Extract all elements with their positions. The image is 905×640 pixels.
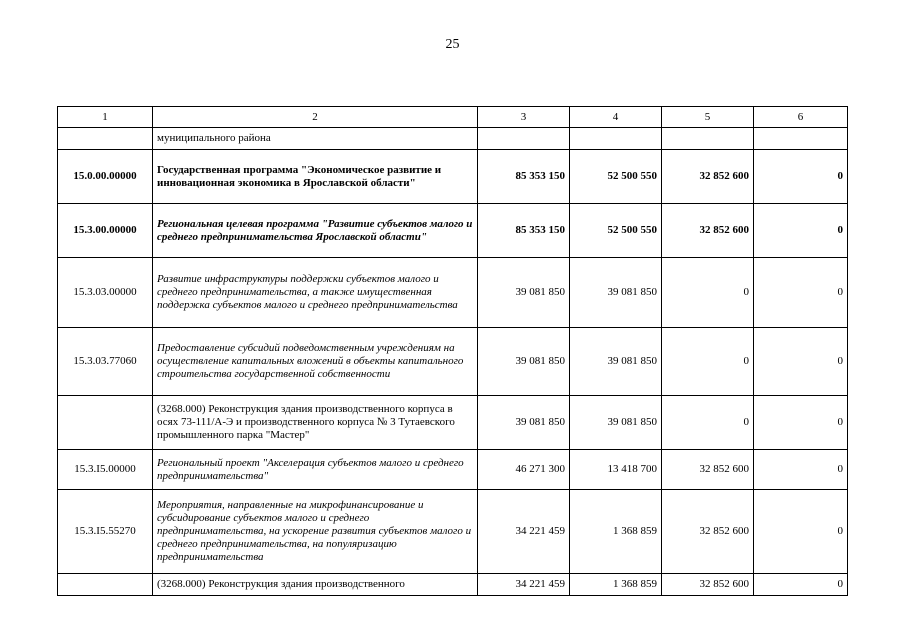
row-title: Региональный проект "Акселерация субъектов малого и среднего предпринимательства" bbox=[153, 450, 478, 490]
row-title: Развитие инфраструктуры поддержки субъектов малого и среднего предпринимательства, а также имущественная поддержка субъектов малого и среднего предпринимательства bbox=[153, 258, 478, 328]
row-value-col4: 39 081 850 bbox=[570, 328, 662, 396]
row-value-col6: 0 bbox=[754, 150, 848, 204]
row-title: (3268.000) Реконструкция здания производственного корпуса в осях 73-111/А-Э и производственного корпуса № 3 Тутаевского промышленного парка "Мастер" bbox=[153, 396, 478, 450]
row-value-col6: 0 bbox=[754, 204, 848, 258]
row-value-col3: 34 221 459 bbox=[478, 574, 570, 596]
row-value-col5: 32 852 600 bbox=[662, 450, 754, 490]
row-value-col5: 32 852 600 bbox=[662, 204, 754, 258]
row-value-col3: 39 081 850 bbox=[478, 258, 570, 328]
row-value-col3: 85 353 150 bbox=[478, 150, 570, 204]
row-value-col4: 1 368 859 bbox=[570, 574, 662, 596]
row-value-col5: 32 852 600 bbox=[662, 490, 754, 574]
column-header: 1 bbox=[58, 107, 153, 128]
row-title: Государственная программа "Экономическое развитие и инновационная экономика в Ярославской области" bbox=[153, 150, 478, 204]
budget-table bbox=[57, 106, 848, 596]
row-value-col3: 85 353 150 bbox=[478, 204, 570, 258]
row-title: (3268.000) Реконструкция здания производственного bbox=[153, 574, 478, 596]
row-code: 15.3.03.00000 bbox=[58, 258, 153, 328]
row-code bbox=[58, 574, 153, 596]
row-value-col6: 0 bbox=[754, 490, 848, 574]
row-value-col4 bbox=[570, 128, 662, 150]
column-header: 6 bbox=[754, 107, 848, 128]
table-row bbox=[58, 204, 848, 258]
table-row bbox=[58, 490, 848, 574]
row-code: 15.0.00.00000 bbox=[58, 150, 153, 204]
row-value-col3: 39 081 850 bbox=[478, 396, 570, 450]
row-value-col4: 52 500 550 bbox=[570, 204, 662, 258]
row-value-col4: 13 418 700 bbox=[570, 450, 662, 490]
table-row bbox=[58, 450, 848, 490]
column-header: 4 bbox=[570, 107, 662, 128]
row-value-col6 bbox=[754, 128, 848, 150]
row-title: Мероприятия, направленные на микрофинансирование и субсидирование субъектов малого и среднего предпринимательства, на ускорение развития субъектов малого и среднего предпринимательства, на популяризацию предпринимательства bbox=[153, 490, 478, 574]
page-number: 25 bbox=[445, 37, 460, 52]
row-value-col5: 0 bbox=[662, 328, 754, 396]
row-value-col6: 0 bbox=[754, 574, 848, 596]
column-header: 2 bbox=[153, 107, 478, 128]
row-value-col3: 46 271 300 bbox=[478, 450, 570, 490]
row-value-col6: 0 bbox=[754, 396, 848, 450]
row-value-col4: 1 368 859 bbox=[570, 490, 662, 574]
row-value-col5: 32 852 600 bbox=[662, 150, 754, 204]
column-header: 5 bbox=[662, 107, 754, 128]
table-row bbox=[58, 396, 848, 450]
table-row bbox=[58, 328, 848, 396]
row-value-col3 bbox=[478, 128, 570, 150]
row-value-col4: 39 081 850 bbox=[570, 258, 662, 328]
table-header-row bbox=[58, 107, 848, 128]
row-title: Региональная целевая программа "Развитие субъектов малого и среднего предпринимательства Ярославской области" bbox=[153, 204, 478, 258]
row-title: Предоставление субсидий подведомственным учреждениям на осуществление капитальных вложений в объекты капитального строительства государственной собственности bbox=[153, 328, 478, 396]
row-value-col5: 0 bbox=[662, 258, 754, 328]
row-value-col6: 0 bbox=[754, 328, 848, 396]
column-header: 3 bbox=[478, 107, 570, 128]
row-value-col5 bbox=[662, 128, 754, 150]
row-value-col6: 0 bbox=[754, 258, 848, 328]
table-row bbox=[58, 128, 848, 150]
row-value-col4: 39 081 850 bbox=[570, 396, 662, 450]
row-code: 15.3.00.00000 bbox=[58, 204, 153, 258]
row-code bbox=[58, 128, 153, 150]
table-row bbox=[58, 150, 848, 204]
row-title: муниципального района bbox=[153, 128, 478, 150]
table-row bbox=[58, 258, 848, 328]
row-code: 15.3.I5.00000 bbox=[58, 450, 153, 490]
row-value-col4: 52 500 550 bbox=[570, 150, 662, 204]
table-row bbox=[58, 574, 848, 596]
row-code: 15.3.03.77060 bbox=[58, 328, 153, 396]
row-value-col5: 32 852 600 bbox=[662, 574, 754, 596]
row-code bbox=[58, 396, 153, 450]
row-value-col6: 0 bbox=[754, 450, 848, 490]
row-value-col3: 39 081 850 bbox=[478, 328, 570, 396]
row-value-col5: 0 bbox=[662, 396, 754, 450]
row-code: 15.3.I5.55270 bbox=[58, 490, 153, 574]
row-value-col3: 34 221 459 bbox=[478, 490, 570, 574]
